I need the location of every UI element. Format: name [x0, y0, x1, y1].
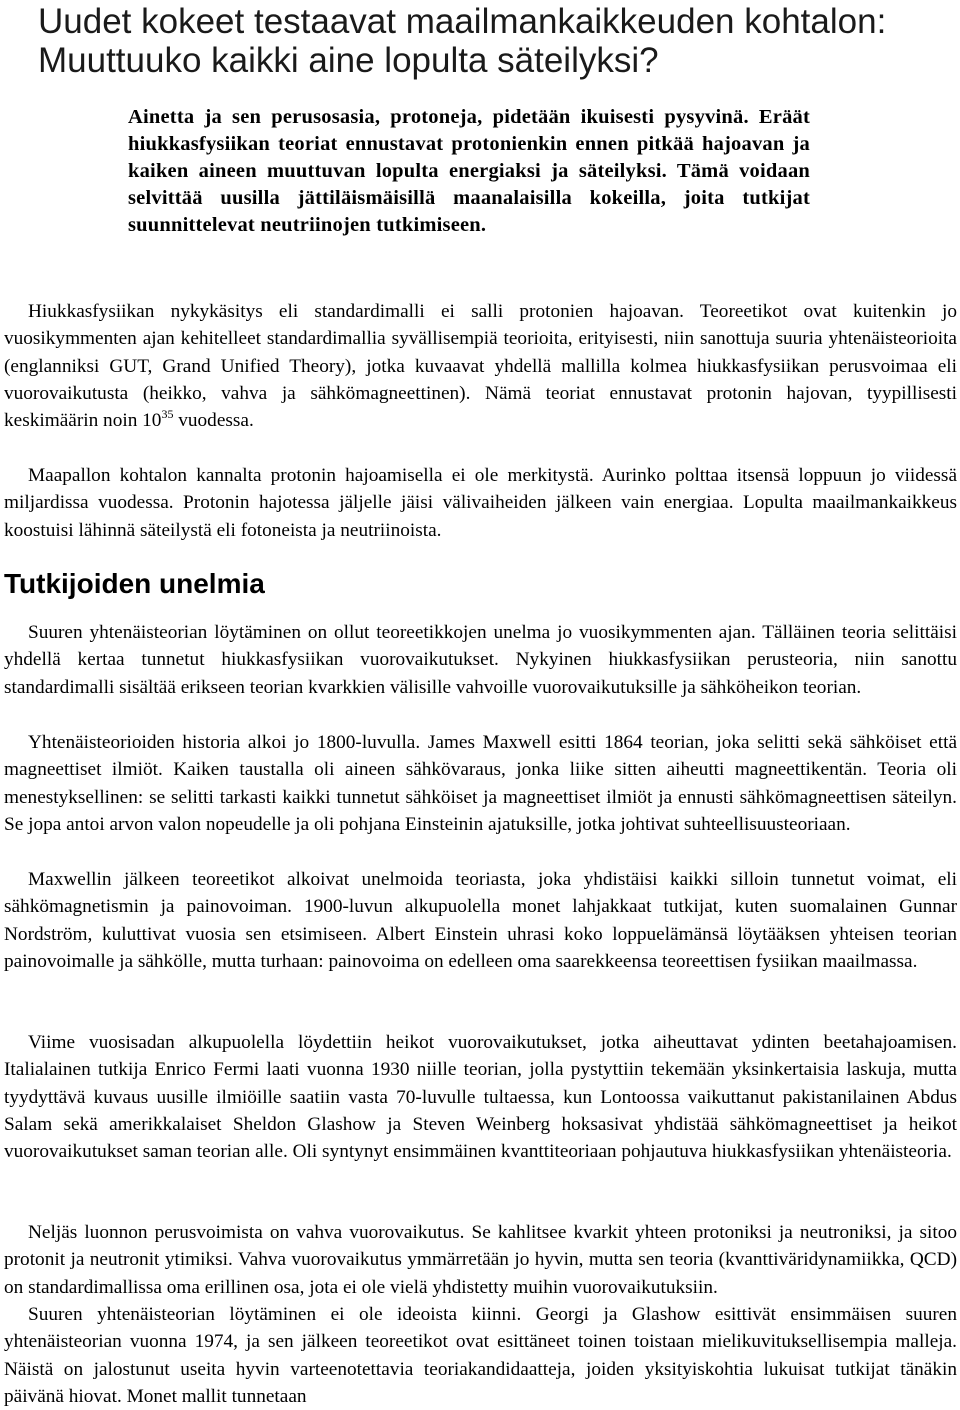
- intro-paragraph-1-text: Hiukkasfysiikan nykykäsitys eli standardimalli ei salli protonien hajoavan. Teoreetikot ovat kuitenkin jo vuosikymmenten ajan kehitelleet standardimallia syvällisempiä teorioita, erityisesti, niin sanottuja suuria yhtenäisteorioita (englanniksi GUT, Grand Unified Theory), jotka kuvaavat yhdellä mallilla kolmea hiukkasfysiikan perusvoimaa eli vuorovaikutusta (heikko, vahva ja sähkömagneettinen). Nämä teoriat ennustavat protonin hajovan, tyypillisesti keskimäärin noin 10: [4, 301, 957, 432]
- section-paragraph-4: [4, 1029, 957, 1165]
- section-paragraph-1-text: Suuren yhtenäisteorian löytäminen on ollut teoreetikkojen unelma jo vuosikymmenten ajan. Tälläinen teoria selittäisi yhdellä kertaa tunnetut hiukkasfysiikan vuorovaikutukset. Nykyinen hiukkasfysiikan perusteoria, niin sanottu standardimalli sisältää erikseen teorian kvarkkien välisille vahvoille vuorovaikutuksille ja sähköheikon teorian.: [4, 622, 957, 698]
- section-paragraph-5: [4, 1219, 957, 1301]
- intro-paragraph-1: [4, 298, 957, 434]
- intro-paragraph-1-tail: vuodessa.: [173, 410, 254, 432]
- section-heading: Tutkijoiden unelmia: [4, 568, 265, 599]
- section-paragraph-3: [4, 866, 957, 975]
- section-paragraph-3-text: Maxwellin jälkeen teoreetikot alkoivat unelmoida teoriasta, joka yhdistäisi kaikki silloin tunnetut voimat, eli sähkömagnetismin ja painovoiman. 1900-luvun alkupuolella monet lahjakkaat tutkijat, kuten suomalainen Gunnar Nordström, kuluttivat vuosia sen etsimiseen. Albert Einstein uhrasi koko loppuelämänsä löytääksen yhteisen teorian painovoimalle ja sähkölle, mutta turhaan: painovoima on edelleen oma saarekkeensa teoreettisen fysiikan maailmassa.: [4, 869, 957, 972]
- section-paragraph-2: [4, 729, 957, 838]
- section-paragraph-1: [4, 619, 957, 701]
- intro-paragraph-2-text: Maapallon kohtalon kannalta protonin hajoamisella ei ole merkitystä. Aurinko polttaa itsensä loppuun jo viidessä miljardissa vuodessa. Protonin hajotessa jäljelle jäisi välivaiheiden jälkeen vain energiaa. Lopulta maailmankaikkeus koostuisi lähinnä säteilystä eli fotoneista ja neutriinoista.: [4, 465, 957, 541]
- section-paragraph-6: [4, 1301, 957, 1410]
- exponent: 35: [161, 407, 174, 422]
- section-paragraph-5-text: Neljäs luonnon perusvoimista on vahva vuorovaikutus. Se kahlitsee kvarkit yhteen protoniksi ja neutroniksi, ja sitoo protonit ja neutronit ytimiksi. Vahva vuorovaikutus ymmärretään jo hyvin, mutta sen teoria (kvanttiväridynamiikka, QCD) on standardimallissa oma erillinen osa, jota ei ole vielä yhdistetty muihin vuorovaikutuksiin.: [4, 1222, 957, 1298]
- section-paragraph-6-text: Suuren yhtenäisteorian löytäminen ei ole ideoista kiinni. Georgi ja Glashow esittivät ensimmäisen suuren yhtenäisteorian vuonna 1974, ja sen jälkeen teoreetikot ovat esittäneet toinen toistaan mielikuvituksellisempia malleja. Näistä on jalostunut useita hyvin varteenotettavia teoriakandidaatteja, joiden yksityiskohtia lukuisat tutkijat tänäkin päivänä hiovat. Monet mallit tunnetaan: [4, 1304, 957, 1407]
- section-paragraph-2-text: Yhtenäisteorioiden historia alkoi jo 1800-luvulla. James Maxwell esitti 1864 teorian, joka selitti sekä sähköiset että magneettiset ilmiöt. Kaiken taustalla oli aineen sähkövaraus, jonka liike sitten aiheutti magneettikentän. Teoria oli menestyksellinen: se selitti tarkasti kaikki tunnetut sähköiset ja magneettiset ilmiöt ja ennusti sähkömagneettisen säteilyn. Se jopa antoi arvon valon nopeudelle ja oli pohjana Einsteinin ajatuksille, jotka johtivat suhteellisuusteoriaan.: [4, 732, 957, 835]
- section-paragraph-4-text: Viime vuosisadan alkupuolella löydettiin heikot vuorovaikutukset, jotka aiheuttavat ydinten beetahajoamisen. Italialainen tutkija Enrico Fermi laati vuonna 1930 niille teorian, jolla pystyttiin tekemään yksinkertaisia laskuja, mutta tyydyttävä kuvaus uusille ilmiöille saatiin vasta 70-luvulle tultaessa, kun Lontoossa vaikuttanut pakistanilainen Abdus Salam sekä amerikkalaiset Sheldon Glashow ja Steven Weinberg hoksasivat yhdistää sähkömagneettiset ja heikot vuorovaikutukset saman teorian alle. Oli syntynyt ensimmäinen kvanttiteoriaan pohjautuva hiukkasfysiikan yhtenäisteoria.: [4, 1032, 957, 1163]
- article-title: Uudet kokeet testaavat maailmankaikkeuden kohtalon: Muuttuuko kaikki aine lopulta säteilyksi?: [38, 2, 887, 80]
- article-lead: Ainetta ja sen perusosasia, protoneja, pidetään ikuisesti pysyvinä. Eräät hiukkasfysiikan teoriat ennustavat protonienkin ennen pitkää hajoavan ja kaiken aineen muuttuvan lopulta energiaksi ja säteilyksi. Tämä voidaan selvittää uusilla jättiläismäisillä maanalaisilla kokeilla, joita tutkijat suunnittelevat neutriinojen tutkimiseen.: [128, 106, 810, 236]
- intro-paragraph-2: [4, 462, 957, 544]
